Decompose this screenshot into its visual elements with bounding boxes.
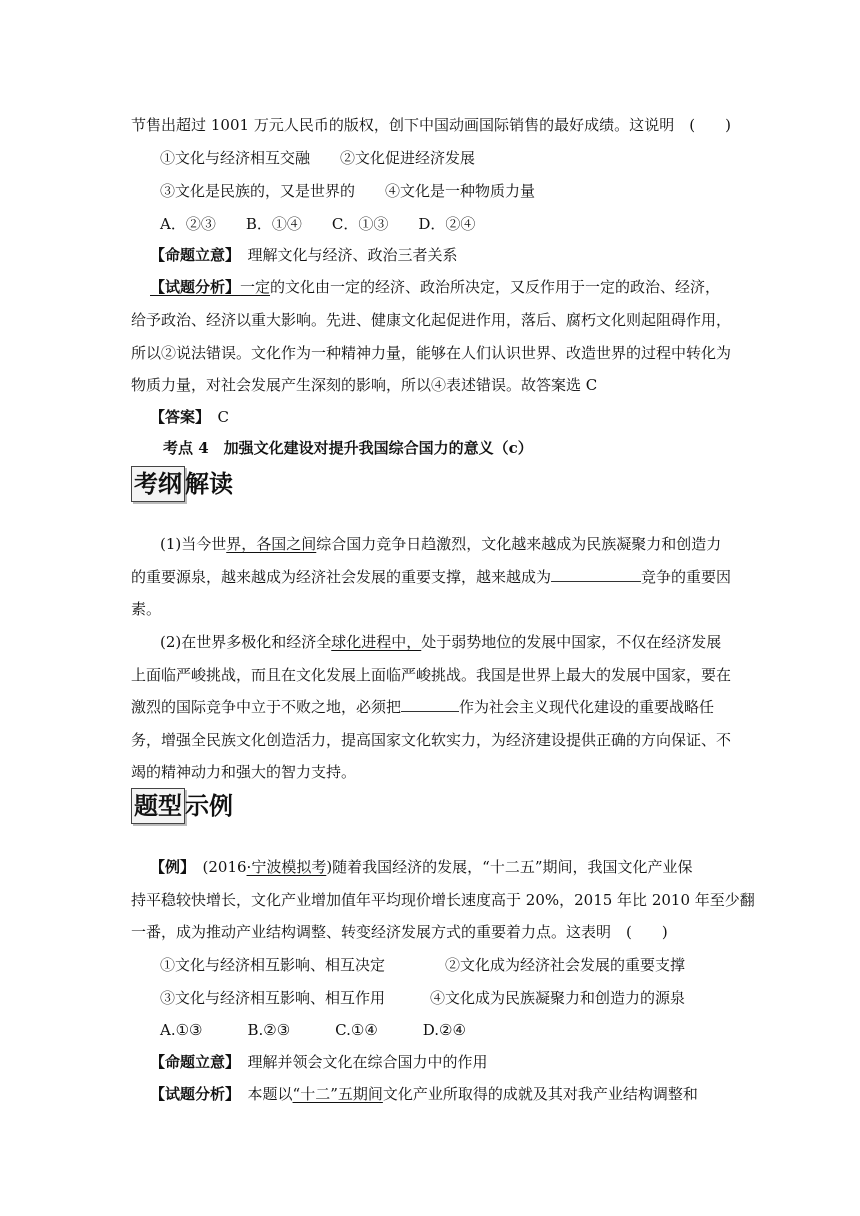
jiedu-p2-line-5: 竭的精神动力和强大的智力支持。 — [131, 763, 357, 781]
analysis-text-1: 的文化由一定的经济、政治所决定，又反作用于一定的政治、经济， — [270, 278, 721, 296]
section-text: 示例 — [185, 791, 233, 820]
answer-line — [150, 406, 229, 428]
jiedu-p2-line-1 — [160, 631, 721, 653]
options-3-4: ③文化是民族的，又是世界的 ④文化是一种物质力量 — [160, 182, 536, 200]
example-intent-text: 理解并领会文化在综合国力中的作用 — [232, 1053, 488, 1071]
example-choices: A.①③ B.②③ C.①④ D.②④ — [160, 1021, 466, 1039]
jiedu-p1-underlined: 界，各国之间 — [226, 535, 317, 553]
intent-line — [150, 244, 458, 266]
example-options-1-2: ①文化与经济相互影响、相互决定 ②文化成为经济社会发展的重要支撑 — [160, 956, 686, 974]
jiedu-p2-line-2: 上面临严峻挑战，而且在文化发展上面临严峻挑战。我国是世界上最大的发展中国家，要在 — [131, 666, 732, 684]
intent-label: 【命题立意】 — [150, 246, 233, 264]
analysis-line-2: 给予政治、经济以重大影响。先进、健康文化起促进作用，落后、腐朽文化则起阻碍作用， — [131, 311, 732, 329]
choices: A．②③ B．①④ C．①③ D．②④ — [160, 215, 476, 233]
analysis-line-4: 物质力量，对社会发展产生深刻的影响，所以④表述错误。故答案选 C — [131, 376, 598, 394]
options-1-2: ①文化与经济相互交融 ②文化促进经济发展 — [160, 149, 476, 167]
kaodian-heading: 考点 4 加强文化建设对提升我国综合国力的意义（c） — [163, 439, 533, 457]
jiedu-p2-line-4: 务，增强全民族文化创造活力，提高国家文化软实力，为经济建设提供正确的方向保证、不 — [131, 731, 732, 749]
example-analysis-label: 【试题分析】 — [150, 1085, 233, 1103]
jiedu-p1-b: 综合国力竞争日趋激烈，文化越来越成为民族凝聚力和创造力 — [316, 535, 722, 553]
section-boxed-text: 题型 — [131, 788, 185, 824]
example-analysis-line — [150, 1083, 698, 1105]
section-heading-tixing — [131, 788, 233, 824]
jiedu-p1-line-3: 素。 — [131, 600, 162, 618]
example-line-3: 一番，成为推动产业结构调整、转变经济发展方式的重要着力点。这表明 ( ) — [131, 923, 668, 941]
fill-blank-2 — [401, 697, 459, 712]
jiedu-p1-line-2 — [131, 566, 731, 588]
jiedu-p1-a: (1)当今世 — [160, 535, 227, 553]
section-text: 解读 — [185, 469, 233, 498]
analysis-underlined: 一定 — [240, 278, 271, 296]
intent-text: 理解文化与经济、政治三者关系 — [232, 246, 458, 264]
section-boxed-text: 考纲 — [131, 466, 185, 502]
jiedu-p2-b: 处于弱势地位的发展中国家，不仅在经济发展 — [421, 633, 722, 651]
jiedu-p2-l3b: 作为社会主义现代化建设的重要战略任 — [459, 698, 715, 716]
example-analysis-underlined: “十二”五期间 — [292, 1085, 383, 1103]
example-src-b: )随着我国经济的发展，“十二五”期间，我国文化产业保 — [326, 858, 693, 876]
example-source-underlined: ·宁波模拟考 — [246, 858, 327, 876]
analysis-line-3: 所以②说法错误。文化作为一种精神力量，能够在人们认识世界、改造世界的过程中转化为 — [131, 344, 732, 362]
example-analysis-b: 文化产业所取得的成就及其对我产业结构调整和 — [382, 1085, 698, 1103]
jiedu-p2-line-3 — [131, 696, 714, 718]
example-intent-label: 【命题立意】 — [150, 1053, 233, 1071]
example-intent-line — [150, 1051, 488, 1073]
jiedu-p2-underlined: 球化进程中， — [331, 633, 422, 651]
jiedu-p2-l3a: 激烈的国际竞争中立于不败之地，必须把 — [131, 698, 402, 716]
example-line-1 — [150, 856, 693, 878]
answer-label: 【答案】 — [150, 408, 203, 426]
question-stem-end: 节售出超过 1001 万元人民币的版权，创下中国动画国际销售的最好成绩。这说明 ( ) — [131, 116, 731, 134]
example-label: 【例】 — [150, 858, 188, 876]
jiedu-p1-l2a: 的重要源泉，越来越成为经济社会发展的重要支撑，越来越成为 — [131, 568, 552, 586]
answer-text: C — [202, 408, 229, 426]
example-analysis-a: 本题以 — [232, 1085, 293, 1103]
section-heading-kaogang — [131, 466, 233, 502]
analysis-label: 【试题分析】 — [150, 278, 241, 296]
example-line-2: 持平稳较快增长，文化产业增加值年平均现价增长速度高于 20%，2015 年比 2010 年至少翻 — [131, 891, 755, 909]
example-options-3-4: ③文化与经济相互影响、相互作用 ④文化成为民族凝聚力和创造力的源泉 — [160, 989, 686, 1007]
jiedu-p2-a: (2)在世界多极化和经济全 — [160, 633, 332, 651]
jiedu-p1-line-1 — [160, 533, 721, 555]
analysis-line-1 — [150, 276, 731, 298]
fill-blank-1 — [551, 567, 641, 582]
example-src-a: (2016 — [187, 858, 247, 876]
jiedu-p1-l2b: 竞争的重要因 — [641, 568, 732, 586]
